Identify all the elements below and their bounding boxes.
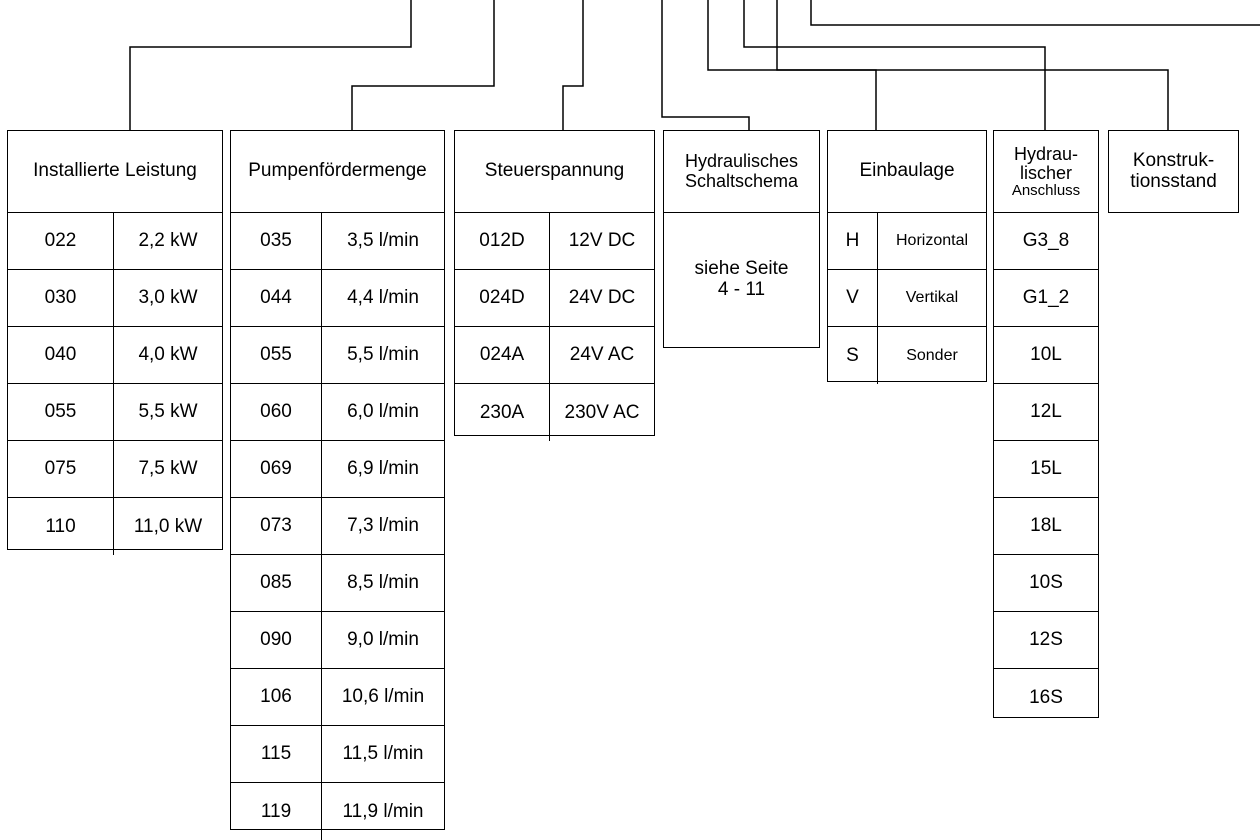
connector-steuer (563, 0, 583, 131)
cell-code: 18L (1030, 515, 1062, 536)
cell-code: 106 (231, 669, 322, 725)
cell-code: 119 (231, 783, 322, 840)
cell-code: 024D (455, 270, 550, 326)
title-konstruktion-line1: Konstruk- (1132, 149, 1215, 171)
title-installierte-leistung: Installierte Leistung (33, 160, 197, 182)
header-einbaulage (828, 131, 986, 213)
cell-code: 10S (1029, 572, 1063, 593)
header-konstruktionsstand (1109, 131, 1238, 212)
table-row (231, 384, 444, 441)
title-anschluss-line2: lischer (1019, 162, 1072, 183)
table-row (994, 555, 1098, 612)
title-schema-line1: Hydraulisches (684, 150, 799, 171)
cell-code: 069 (231, 441, 322, 497)
cell-value: 8,5 l/min (347, 572, 419, 593)
cell-code: 12S (1029, 629, 1063, 650)
cell-value: 12V DC (568, 230, 636, 251)
title-pumpenfoerdermenge: Pumpenfördermenge (248, 160, 427, 182)
cell-value: 10,6 l/min (341, 686, 425, 707)
table-row (231, 213, 444, 270)
cell-value: 5,5 kW (138, 401, 198, 422)
cell-value: 3,5 l/min (347, 230, 419, 251)
table-row (231, 783, 444, 840)
cell-value: Vertikal (905, 289, 959, 306)
table-row (994, 669, 1098, 726)
header-pumpenfoerdermenge (231, 131, 444, 213)
table-row (8, 498, 222, 555)
cell-value: 6,0 l/min (347, 401, 419, 422)
cell-value: 7,3 l/min (347, 515, 419, 536)
table-row (8, 270, 222, 327)
cell-code: 024A (455, 327, 550, 383)
table-row (231, 327, 444, 384)
cell-code: 075 (8, 441, 114, 497)
block-installierte-leistung (7, 130, 223, 550)
note-siehe-seite (664, 259, 819, 301)
table-row (231, 441, 444, 498)
table-row (828, 213, 986, 270)
cell-value: Horizontal (895, 232, 969, 249)
cell-code: 230A (455, 384, 550, 441)
block-einbaulage (827, 130, 987, 382)
cell-code: 10L (1030, 344, 1062, 365)
block-hydraulisches-schaltschema (663, 130, 820, 348)
note-line1: siehe Seite (694, 258, 789, 279)
table-row (994, 612, 1098, 669)
header-steuerspannung (455, 131, 654, 213)
connector-anschluss (744, 0, 1045, 131)
block-konstruktionsstand (1108, 130, 1239, 213)
connector-pumpe (352, 0, 494, 131)
cell-code: 073 (231, 498, 322, 554)
cell-code: 012D (455, 213, 550, 269)
header-hydraulischer-anschluss (994, 131, 1098, 213)
cell-code: 044 (231, 270, 322, 326)
block-pumpenfoerdermenge (230, 130, 445, 830)
cell-value: 4,0 kW (138, 344, 198, 365)
table-row (994, 384, 1098, 441)
table-row (8, 441, 222, 498)
cell-code: 055 (231, 327, 322, 383)
cell-value: 7,5 kW (138, 458, 198, 479)
cell-code: 060 (231, 384, 322, 440)
cell-value: 6,9 l/min (347, 458, 419, 479)
cell-value: 11,0 kW (133, 515, 203, 537)
cell-value: 24V DC (568, 287, 636, 308)
title-anschluss-line3: Anschluss (1011, 181, 1081, 199)
title-konstruktion-line2: tionsstand (1130, 170, 1217, 192)
table-row (231, 612, 444, 669)
cell-value: 11,5 l/min (342, 743, 424, 764)
title-schema-line2: Schaltschema (684, 170, 799, 191)
table-row (455, 270, 654, 327)
table-row (231, 669, 444, 726)
cell-value: 3,0 kW (138, 287, 198, 308)
cell-value: 5,5 l/min (347, 344, 419, 365)
cell-code: 16S (1029, 686, 1063, 708)
cell-code: 090 (231, 612, 322, 668)
table-row (994, 498, 1098, 555)
cell-code: 12L (1030, 401, 1062, 422)
connector-extra (811, 0, 1260, 25)
cell-code: 115 (231, 726, 322, 782)
connector-konstruktion (777, 0, 1168, 131)
table-row (231, 498, 444, 555)
table-row (455, 327, 654, 384)
block-steuerspannung (454, 130, 655, 436)
block-hydraulischer-anschluss (993, 130, 1099, 718)
cell-code: 085 (231, 555, 322, 611)
table-row (231, 555, 444, 612)
cell-code: S (828, 327, 878, 384)
cell-value: 24V AC (569, 344, 635, 365)
header-installierte-leistung (8, 131, 222, 213)
cell-code: H (828, 213, 878, 269)
cell-code: 030 (8, 270, 114, 326)
cell-value: 4,4 l/min (347, 287, 419, 308)
title-einbaulage: Einbaulage (859, 160, 955, 182)
cell-code: V (828, 270, 878, 326)
table-row (455, 384, 654, 441)
table-row (828, 270, 986, 327)
cell-value: 9,0 l/min (347, 629, 419, 650)
cell-code: G3_8 (1022, 230, 1070, 251)
cell-value: 11,9 l/min (342, 800, 424, 822)
cell-code: 040 (8, 327, 114, 383)
cell-code: 15L (1030, 458, 1062, 479)
cell-code: 110 (8, 498, 114, 555)
cell-code: 035 (231, 213, 322, 269)
title-steuerspannung: Steuerspannung (484, 160, 625, 182)
table-row (231, 726, 444, 783)
table-row (994, 441, 1098, 498)
connector-leistung (130, 0, 411, 131)
table-row (8, 213, 222, 270)
title-anschluss-line1: Hydrau- (1013, 143, 1079, 164)
cell-code: 022 (8, 213, 114, 269)
table-row (8, 327, 222, 384)
cell-code: G1_2 (1022, 287, 1070, 308)
table-row (828, 327, 986, 384)
table-row (455, 213, 654, 270)
table-row (8, 384, 222, 441)
header-hydraulisches-schaltschema (664, 131, 819, 213)
connector-einbaulage (708, 0, 876, 131)
table-row (994, 270, 1098, 327)
cell-value: 2,2 kW (138, 230, 198, 251)
table-row (994, 213, 1098, 270)
note-line2: 4 - 11 (717, 278, 766, 300)
table-row (231, 270, 444, 327)
table-row (994, 327, 1098, 384)
connector-schema (662, 0, 749, 131)
cell-code: 055 (8, 384, 114, 440)
cell-value: Sonder (906, 346, 958, 364)
cell-value: 230V AC (564, 401, 640, 423)
